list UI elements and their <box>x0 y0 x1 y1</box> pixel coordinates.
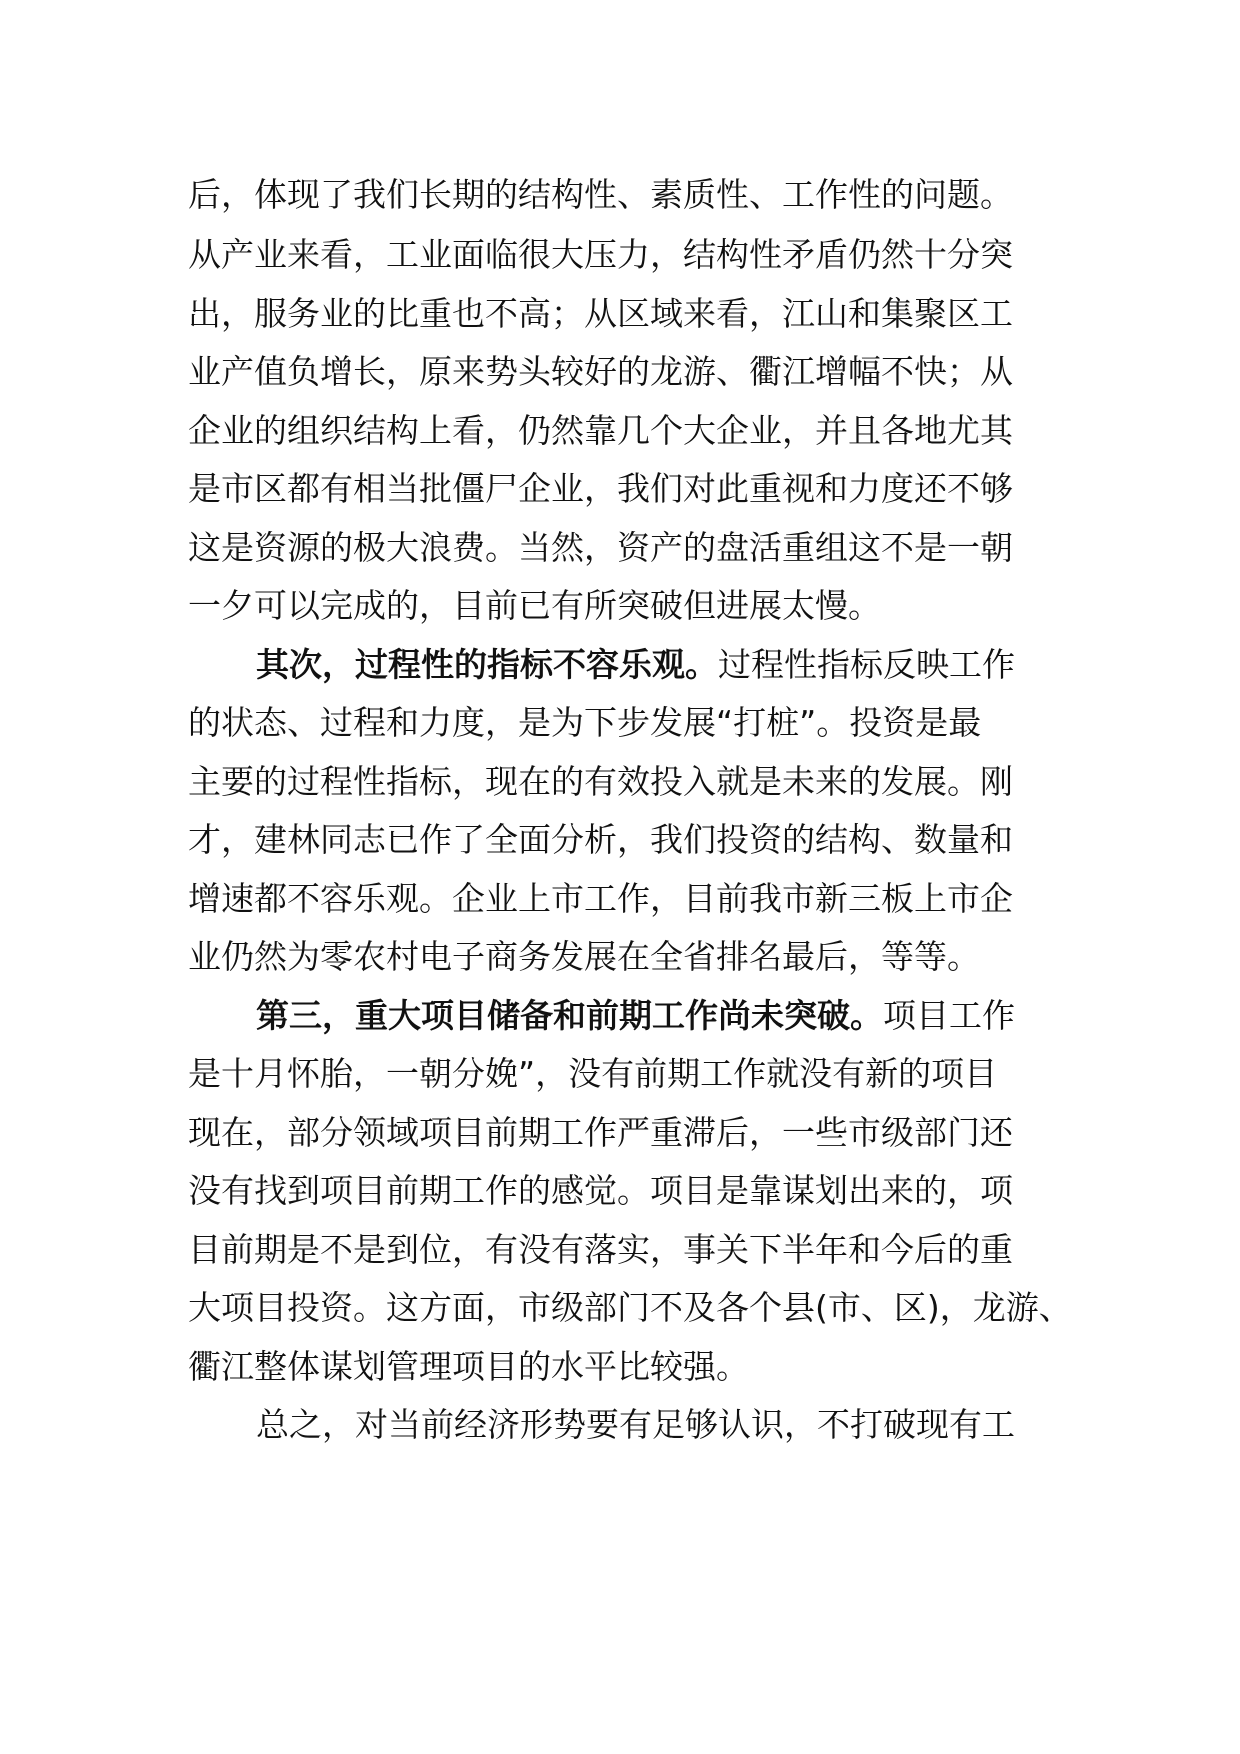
text-line <box>188 1161 1088 1221</box>
text-segment: 从产业来看，工业面临很大压力，结构性矛盾仍然十分突 <box>188 235 1013 274</box>
text-segment: 一夕可以完成的，目前已有所突破但进展太慢。 <box>188 586 881 625</box>
text-segment: 增速都不容乐观。企业上市工作，目前我市新三板上市企 <box>188 879 1013 918</box>
text-line <box>188 810 1088 870</box>
text-line <box>188 518 1088 578</box>
text-line <box>188 284 1088 344</box>
text-line <box>188 1278 1088 1338</box>
text-line <box>188 1220 1088 1280</box>
text-segment: 业产值负增长，原来势头较好的龙游、衢江增幅不快；从 <box>188 352 1013 391</box>
text-segment: 是市区都有相当批僵尸企业，我们对此重视和力度还不够 <box>188 469 1013 508</box>
text-segment: 出，服务业的比重也不高；从区域来看，江山和集聚区工 <box>188 294 1013 333</box>
text-segment: 过程性指标反映工作 <box>718 645 1015 684</box>
text-segment: 大项目投资。这方面，市级部门不及各个县(市、区)，龙游、 <box>188 1288 1072 1327</box>
paragraph-heading-line <box>256 986 1156 1046</box>
text-segment: 业仍然为零农村电子商务发展在全省排名最后，等等。 <box>188 937 980 976</box>
text-segment: 才，建林同志已作了全面分析，我们投资的结构、数量和 <box>188 820 1013 859</box>
text-line <box>188 927 1088 987</box>
text-segment: 没有找到项目前期工作的感觉。项目是靠谋划出来的，项 <box>188 1171 1013 1210</box>
text-line <box>188 225 1088 285</box>
text-line <box>188 576 1088 636</box>
paragraph-heading: 其次，过程性的指标不容乐观。 <box>256 645 718 684</box>
text-line <box>188 752 1088 812</box>
text-segment: 主要的过程性指标，现在的有效投入就是未来的发展。刚 <box>188 762 1013 801</box>
text-segment: 衢江整体谋划管理项目的水平比较强。 <box>188 1347 749 1386</box>
text-segment: 这是资源的极大浪费。当然，资产的盘活重组这不是一朝 <box>188 528 1013 567</box>
paragraph-heading: 第三，重大项目储备和前期工作尚未突破。 <box>256 996 883 1035</box>
text-segment: 是十月怀胎，一朝分娩”，没有前期工作就没有新的项目 <box>188 1054 998 1093</box>
text-segment: 项目工作 <box>883 996 1015 1035</box>
text-line <box>188 401 1088 461</box>
text-segment: 企业的组织结构上看，仍然靠几个大企业，并且各地尤其 <box>188 411 1013 450</box>
text-segment: 的状态、过程和力度，是为下步发展“打桩”。投资是最 <box>188 703 982 742</box>
text-line <box>188 869 1088 929</box>
text-line <box>188 342 1088 402</box>
text-segment: 目前期是不是到位，有没有落实，事关下半年和今后的重 <box>188 1230 1013 1269</box>
text-line <box>188 459 1088 519</box>
text-segment: 现在，部分领域项目前期工作严重滞后，一些市级部门还 <box>188 1113 1013 1152</box>
text-line <box>188 1103 1088 1163</box>
text-line <box>188 165 1088 225</box>
text-line <box>188 693 1088 753</box>
text-line <box>188 1044 1088 1104</box>
paragraph-heading-line <box>256 635 1156 695</box>
text-segment: 总之，对当前经济形势要有足够认识，不打破现有工 <box>256 1405 1015 1444</box>
text-line <box>256 1395 1156 1455</box>
text-segment: 后，体现了我们长期的结构性、素质性、工作性的问题。 <box>188 175 1013 214</box>
text-line <box>188 1337 1088 1397</box>
